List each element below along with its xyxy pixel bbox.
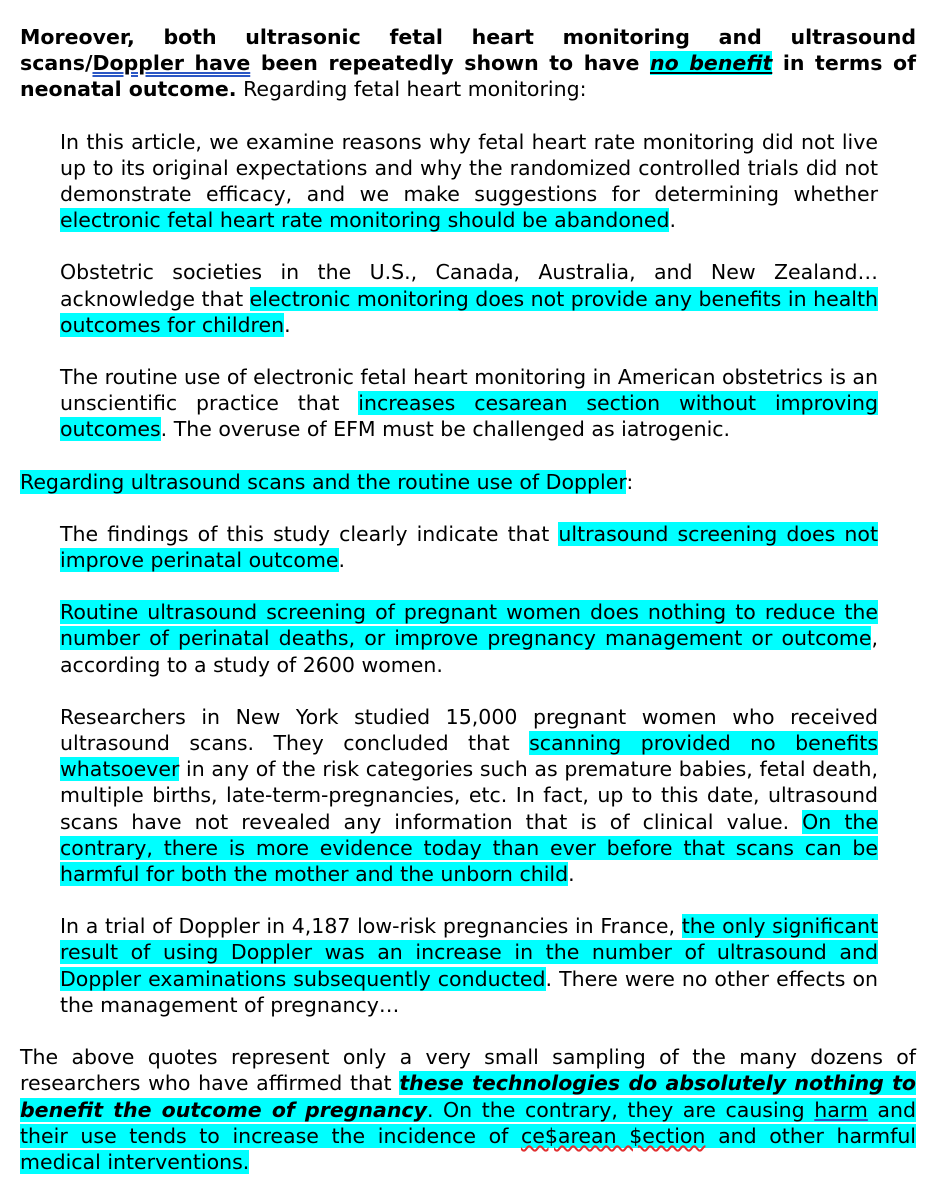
quote-efm-article <box>60 129 878 234</box>
closing-paragraph <box>20 1044 916 1175</box>
ultrasound-heading <box>20 469 916 495</box>
quote-routine-screening <box>60 599 878 678</box>
quote-text: In this article, we examine reasons why fetal heart rate monitoring did not live up to its original expectations and why the randomized controlled trials did not demonstrate efficacy, and we make suggestions for determining whether <box>60 129 878 207</box>
closing-text: The above quotes represent only a very small sampling of the many dozens of researchers who have affirmed that <box>20 1045 916 1096</box>
heading-end: : <box>626 469 634 494</box>
quote-end: . <box>669 208 677 233</box>
quote-highlight: Routine ultrasound screening of pregnant women does nothing to reduce the number of perinatal deaths, or improve pregnancy management or outcome <box>60 600 878 651</box>
intro-bold-end: in terms of neonatal outcome. <box>20 51 916 102</box>
quote-highlight: scanning provided no benefits whatsoever <box>60 731 878 782</box>
quote-text: The routine use of electronic fetal heart monitoring in American obstetrics is an unscientific practice that <box>60 365 878 416</box>
quote-obstetric-societies <box>60 259 878 338</box>
quote-end: . The overuse of EFM must be challenged as iatrogenic. <box>160 417 731 442</box>
quote-end: . <box>568 862 575 887</box>
quote-end: . There were no other effects on the management of pregnancy… <box>60 966 878 1017</box>
quote-highlight: electronic fetal heart rate monitoring should be abandoned <box>60 208 670 233</box>
intro-paragraph <box>20 24 916 103</box>
quote-highlight: electronic monitoring does not provide any benefits in health outcomes for children <box>60 286 878 337</box>
closing-text-b: and their use tends to increase the incidence of <box>20 1097 916 1148</box>
closing-text-a: . On the contrary, they are causing <box>426 1097 815 1122</box>
intro-regular-text: Regarding fetal heart monitoring: <box>236 77 587 102</box>
quote-new-york-study <box>60 704 878 887</box>
quote-end: . <box>284 312 291 337</box>
quote-highlight: increases cesarean section without improving outcomes <box>60 391 878 442</box>
quote-text: Obstetric societies in the U.S., Canada, Australia, and New Zealand…acknowledge that <box>60 260 878 311</box>
closing-bold-italic: these technologies do absolutely nothing to benefit the outcome of pregnancy <box>20 1071 916 1122</box>
quote-study-findings <box>60 521 878 573</box>
quote-text: Researchers in New York studied 15,000 pregnant women who received ultrasound scans. They concluded that <box>60 704 878 756</box>
quote-highlight: the only significant result of using Doppler was an increase in the number of ultrasound and Doppler examinations subsequently conducted <box>60 914 878 991</box>
quote-text: In a trial of Doppler in 4,187 low-risk pregnancies in France, <box>60 914 682 939</box>
quote-end: . <box>338 548 346 573</box>
intro-doppler-phrase: Doppler have <box>92 51 251 76</box>
quote-routine-efm <box>60 364 878 443</box>
intro-no-benefit: no benefit <box>649 51 773 76</box>
quote-highlight: ultrasound screening does not improve perinatal outcome <box>60 521 878 573</box>
quote-france-doppler-trial <box>60 913 878 1018</box>
intro-bold-lead: Moreover, both ultrasonic fetal heart monitoring and ultrasound scans/ <box>20 25 916 76</box>
quote-middle: in any of the risk categories such as premature babies, fetal death, multiple births, late-term-pregnancies, etc. In fact, up to this date, ultrasound scans have not revealed any information that is of clinical value. <box>60 757 878 834</box>
quote-end: , according to a study of 2600 women. <box>60 626 878 677</box>
quote-text: The findings of this study clearly indicate that <box>60 521 559 546</box>
closing-harm-word: harm <box>814 1097 868 1122</box>
quote-highlight-2: On the contrary, there is more evidence today than ever before that scans can be harmful for both the mother and the unborn child <box>60 809 878 887</box>
intro-bold-mid: been repeatedly shown to have <box>250 51 650 76</box>
closing-text-c: and other harmful medical interventions. <box>20 1123 917 1174</box>
heading-highlight: Regarding ultrasound scans and the routine use of Doppler <box>20 469 627 494</box>
closing-cesarean-word: ce$arean $ection <box>520 1123 706 1148</box>
